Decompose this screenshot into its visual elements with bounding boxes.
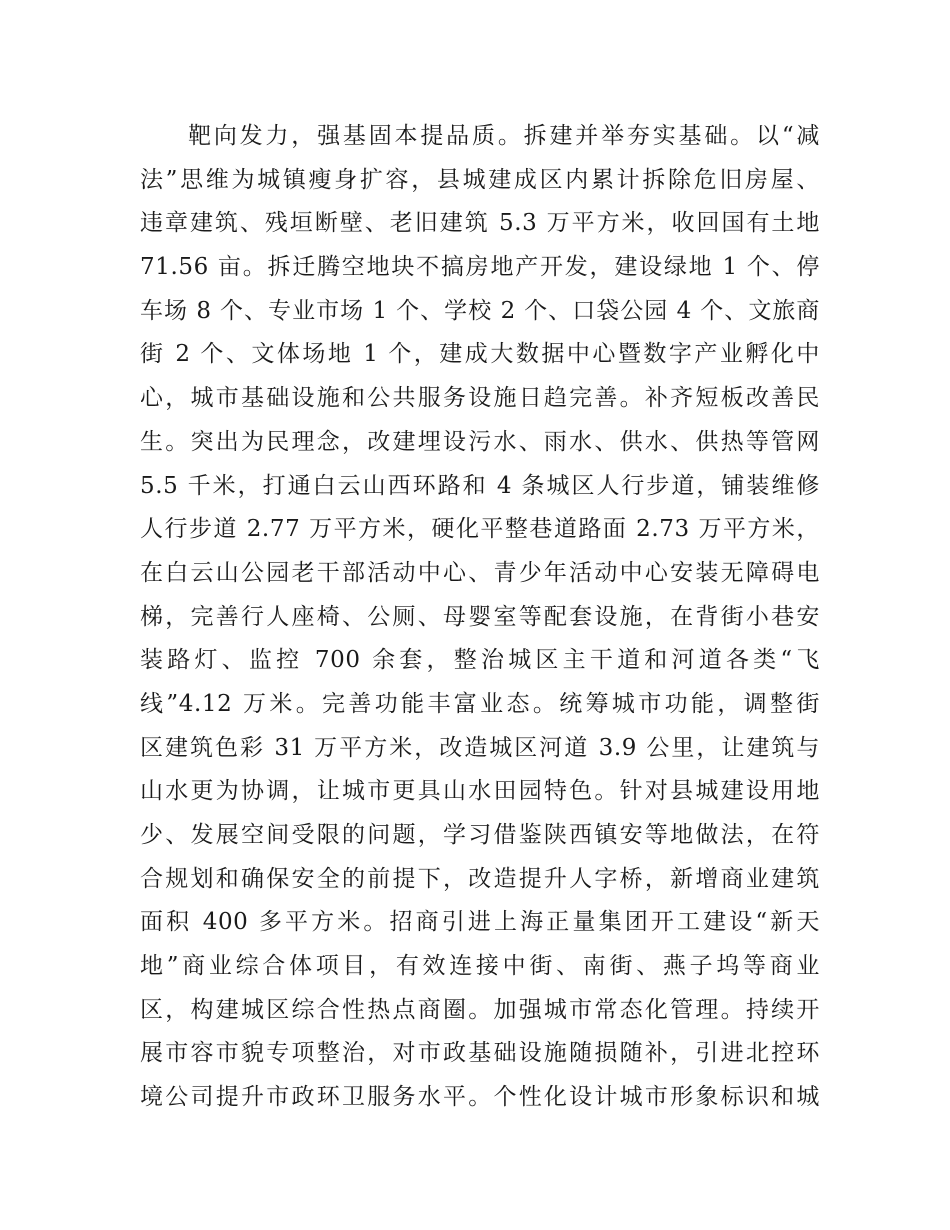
text-line: 境公司提升市政环卫服务水平。个性化设计城市形象标识和城 — [140, 1084, 820, 1111]
text-line: 梯，完善行人座椅、公厕、母婴室等配套设施，在背街小巷安 — [140, 603, 820, 630]
text-line: 在白云山公园老干部活动中心、青少年活动中心安装无障碍电 — [140, 559, 820, 586]
text-line: 5.5 千米，打通白云山西环路和 4 条城区人行步道，铺装维修 — [140, 472, 820, 499]
text-line: 车场 8 个、专业市场 1 个、学校 2 个、口袋公园 4 个、文旅商 — [140, 297, 820, 324]
text-line: 71.56 亩。拆迁腾空地块不搞房地产开发，建设绿地 1 个、停 — [140, 254, 820, 281]
text-line: 合规划和确保安全的前提下，改造提升人字桥，新增商业建筑 — [140, 865, 820, 892]
text-line: 靶向发力，强基固本提品质。拆建并举夯实基础。以“减 — [188, 123, 820, 149]
text-line: 面积 400 多平方米。招商引进上海正量集团开工建设“新天 — [140, 909, 820, 936]
text-line: 区建筑色彩 31 万平方米，改造城区河道 3.9 公里，让建筑与 — [140, 734, 820, 761]
text-line: 心，城市基础设施和公共服务设施日趋完善。补齐短板改善民 — [140, 385, 820, 412]
text-line: 展市容市貌专项整治，对市政基础设施随损随补，引进北控环 — [140, 1040, 820, 1067]
body-paragraph — [140, 115, 820, 1120]
text-line: 街 2 个、文体场地 1 个，建成大数据中心暨数字产业孵化中 — [140, 341, 820, 368]
text-line: 山水更为协调，让城市更具山水田园特色。针对县城建设用地 — [140, 778, 820, 805]
text-line: 装路灯、监控 700 余套，整治城区主干道和河道各类“飞 — [140, 647, 820, 674]
text-line: 生。突出为民理念，改建埋设污水、雨水、供水、供热等管网 — [140, 428, 820, 455]
text-line: 法”思维为城镇瘦身扩容，县城建成区内累计拆除危旧房屋、 — [140, 166, 820, 193]
text-line: 违章建筑、残垣断壁、老旧建筑 5.3 万平方米，收回国有土地 — [140, 210, 820, 237]
text-line: 少、发展空间受限的问题，学习借鉴陕西镇安等地做法，在符 — [140, 822, 820, 848]
text-line: 区，构建城区综合性热点商圈。加强城市常态化管理。持续开 — [140, 996, 820, 1023]
text-line: 人行步道 2.77 万平方米，硬化平整巷道路面 2.73 万平方米， — [140, 516, 820, 543]
text-line: 地”商业综合体项目，有效连接中街、南街、燕子坞等商业 — [140, 953, 820, 980]
text-line: 线”4.12 万米。完善功能丰富业态。统筹城市功能，调整街 — [140, 690, 820, 717]
